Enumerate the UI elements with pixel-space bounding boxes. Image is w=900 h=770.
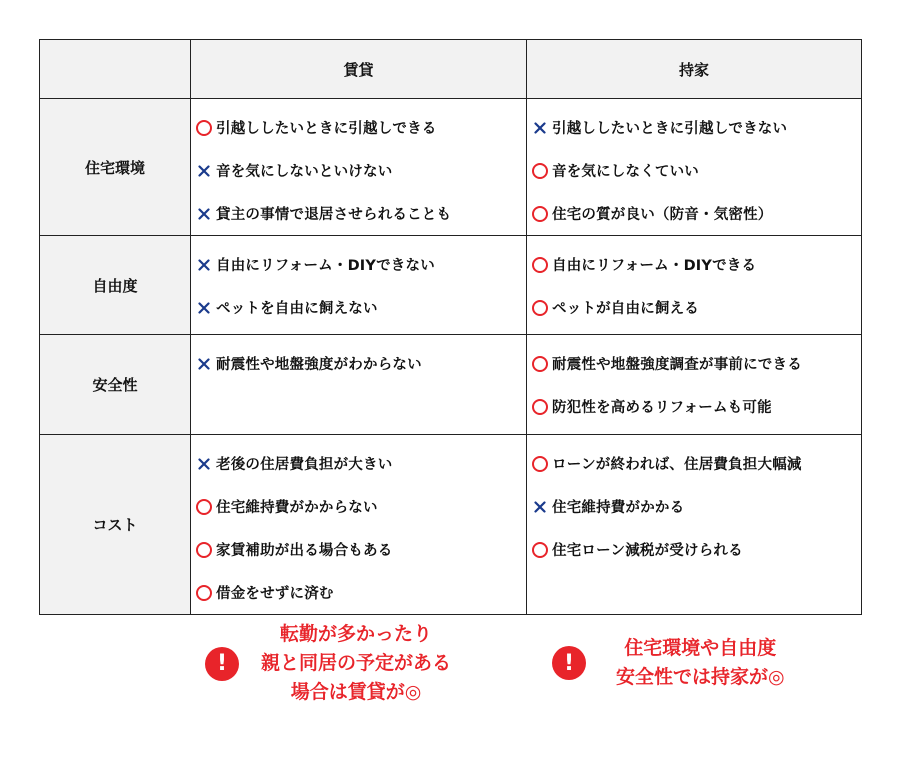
item-text: 借金をせずに済む xyxy=(216,586,334,602)
circle-mark-icon xyxy=(532,456,548,472)
item-text: 家賃補助が出る場合もある xyxy=(216,543,393,559)
note-rent-text xyxy=(261,620,451,707)
list-item xyxy=(531,286,861,329)
rent-cell xyxy=(191,335,527,435)
header-own: 持家 xyxy=(527,40,862,99)
circle-mark-icon xyxy=(532,300,548,316)
cross-mark-icon xyxy=(195,256,213,274)
circle-mark-icon xyxy=(532,356,548,372)
item-text: 住宅の質が良い（防音・気密性） xyxy=(552,207,773,223)
rent-cell xyxy=(191,99,527,236)
item-text: 音を気にしなくていい xyxy=(552,164,699,180)
row-label: コスト xyxy=(40,435,191,615)
header-rent: 賃貸 xyxy=(191,40,527,99)
table-row xyxy=(40,99,862,236)
own-cell xyxy=(527,99,862,236)
exclamation-icon: ! xyxy=(205,647,239,681)
item-text: ペットを自由に飼えない xyxy=(216,301,378,317)
list-item xyxy=(531,243,861,286)
list-item xyxy=(195,442,526,485)
note-rent-line: 場合は賃貸が◎ xyxy=(290,681,422,703)
table-row xyxy=(40,335,862,435)
list-item xyxy=(531,149,861,192)
own-cell xyxy=(527,435,862,615)
list-item xyxy=(531,385,861,428)
rent-cell xyxy=(191,435,527,615)
list-item xyxy=(195,571,526,614)
item-text: 住宅維持費がかかる xyxy=(552,500,685,516)
list-item xyxy=(195,342,526,385)
cross-mark-icon xyxy=(195,355,213,373)
list-item xyxy=(531,442,861,485)
circle-mark-icon xyxy=(196,120,212,136)
cross-mark-icon xyxy=(195,205,213,223)
item-text: 耐震性や地盤強度がわからない xyxy=(216,357,422,373)
circle-mark-icon xyxy=(196,499,212,515)
circle-mark-icon xyxy=(196,585,212,601)
item-text: 耐震性や地盤強度調査が事前にできる xyxy=(552,357,802,373)
list-item xyxy=(195,149,526,192)
cross-mark-icon xyxy=(195,455,213,473)
list-item xyxy=(195,528,526,571)
item-text: 自由にリフォーム・DIYできない xyxy=(216,258,435,274)
item-text: 住宅ローン減税が受けられる xyxy=(552,543,743,559)
table-body xyxy=(40,99,862,615)
header-row xyxy=(40,40,862,99)
item-text: 住宅維持費がかからない xyxy=(216,500,378,516)
rent-cell xyxy=(191,236,527,335)
note-own-line: 住宅環境や自由度 xyxy=(624,637,777,659)
list-item xyxy=(195,192,526,235)
note-own-text xyxy=(616,634,785,692)
item-text: ローンが終われば、住居費負担大幅減 xyxy=(552,457,802,473)
comparison-table xyxy=(39,39,862,615)
cross-mark-icon xyxy=(195,162,213,180)
cross-mark-icon xyxy=(531,119,549,137)
list-item xyxy=(195,485,526,528)
list-item xyxy=(531,192,861,235)
circle-mark-icon xyxy=(196,542,212,558)
list-item xyxy=(531,485,861,528)
item-text: 引越ししたいときに引越しできない xyxy=(552,121,788,137)
item-text: 貸主の事情で退居させられることも xyxy=(216,207,452,223)
circle-mark-icon xyxy=(532,206,548,222)
row-label: 安全性 xyxy=(40,335,191,435)
list-item xyxy=(195,286,526,329)
exclamation-icon: ! xyxy=(552,646,586,680)
list-item xyxy=(531,106,861,149)
note-own xyxy=(552,634,785,692)
item-text: 音を気にしないといけない xyxy=(216,164,393,180)
circle-mark-icon xyxy=(532,542,548,558)
note-rent-line: 親と同居の予定がある xyxy=(261,652,452,674)
note-rent-line: 転勤が多かったり xyxy=(280,623,433,645)
list-item xyxy=(195,243,526,286)
list-item xyxy=(531,342,861,385)
circle-mark-icon xyxy=(532,163,548,179)
table-row xyxy=(40,435,862,615)
item-text: 自由にリフォーム・DIYできる xyxy=(552,258,757,274)
cross-mark-icon xyxy=(531,498,549,516)
item-text: ペットが自由に飼える xyxy=(552,301,699,317)
item-text: 引越ししたいときに引越しできる xyxy=(216,121,437,137)
list-item xyxy=(531,528,861,571)
note-rent xyxy=(205,620,451,707)
item-text: 老後の住居費負担が大きい xyxy=(216,457,393,473)
note-own-line: 安全性では持家が◎ xyxy=(616,666,785,688)
circle-mark-icon xyxy=(532,399,548,415)
row-label: 住宅環境 xyxy=(40,99,191,236)
header-empty-cell xyxy=(40,40,191,99)
row-label: 自由度 xyxy=(40,236,191,335)
item-text: 防犯性を高めるリフォームも可能 xyxy=(552,400,772,416)
circle-mark-icon xyxy=(532,257,548,273)
own-cell xyxy=(527,335,862,435)
list-item xyxy=(195,106,526,149)
cross-mark-icon xyxy=(195,299,213,317)
table-row xyxy=(40,236,862,335)
own-cell xyxy=(527,236,862,335)
